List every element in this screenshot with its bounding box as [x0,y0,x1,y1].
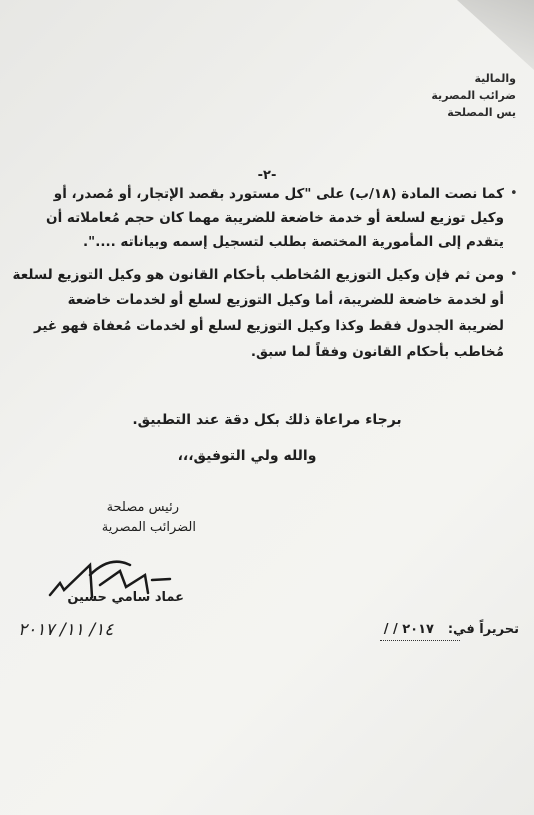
handwritten-date: ١٤/ ١١/ ٢٠١٧ [18,620,114,640]
p1-line-2: وكيل توزيع لسلعة أو خدمة خاضعة للضريبة مهما كان حجم مُعاملاته أن [46,210,504,226]
date-value: / / ٢٠١٧ [383,622,434,637]
p1-line-1: كما نصت المادة (١٨/ب) على "كل مستورد بقصد الإتجار، أو مُصدر، أو [53,186,504,202]
header-line-taxes: ضرائب المصرية [431,89,516,102]
date-dotted-line [380,640,460,641]
signature-title-1: رئيس مصلحة [106,500,179,515]
bullet-1: • [510,186,518,201]
signatory-name: عماد سامي حسين [67,590,184,605]
date-label: تحريراً في: [447,622,519,637]
page-number: -٢- [257,168,277,183]
p2-line-4: مُخاطب بأحكام القانون وفقاً لما سبق. [250,344,504,360]
p2-line-3: لضريبة الجدول فقط وكذا وكيل التوزيع لسلع أو لخدمات مُعفاة فهو غير [33,318,504,334]
p2-line-1: ومن ثم فإن وكيل التوزيع المُخاطب بأحكام القانون هو وكيل التوزيع لسلعة [12,267,504,283]
closing-blessing: والله ولي التوفيق،،، [177,448,317,464]
bullet-2: • [510,267,518,282]
folded-corner [424,0,534,70]
header-line-ministry: والمالية [474,72,516,85]
header-line-chairman: يس المصلحة [447,106,516,119]
p2-line-2: أو لخدمة خاضعة للضريبة، أما وكيل التوزيع لسلع أو لخدمات خاضعة [67,292,504,308]
signature-title-2: الضرائب المصرية [101,520,196,535]
p1-line-3: يتقدم إلى المأمورية المختصة بطلب لتسجيل إسمه وبياناته ....". [83,234,504,250]
closing-request: برجاء مراعاة ذلك بكل دقة عند التطبيق. [132,412,402,428]
